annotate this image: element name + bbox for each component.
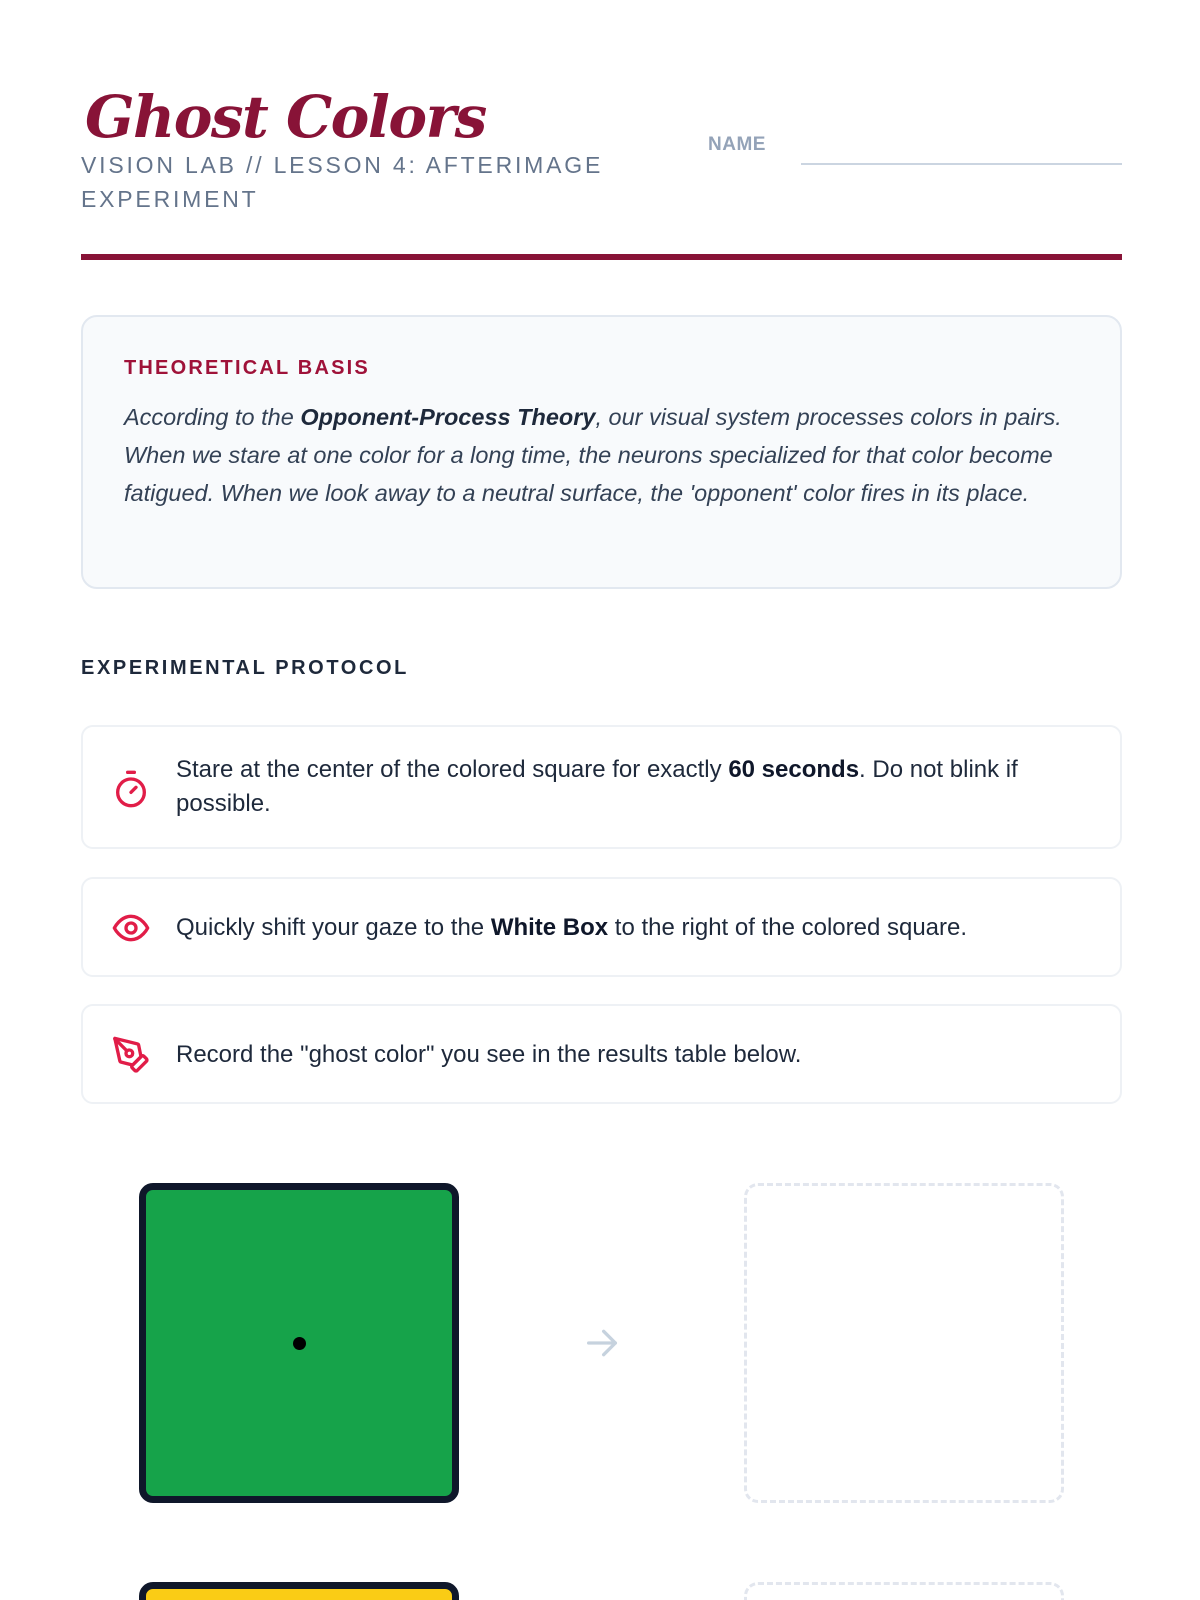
- eye-icon: [111, 908, 151, 948]
- step-1-text-after: . Do not blink if possible.: [176, 756, 1018, 817]
- step-1-text-before: Stare at the center of the colored square for exactly: [176, 756, 729, 783]
- step-2-text: [176, 911, 1080, 945]
- step-2-text-before: Quickly shift your gaze to the: [176, 914, 491, 941]
- name-field[interactable]: [801, 163, 1122, 165]
- theory-heading: THEORETICAL BASIS: [124, 357, 370, 379]
- color-square: [139, 1183, 459, 1503]
- pen-tool-icon: [111, 1035, 151, 1075]
- theory-box: [81, 315, 1122, 589]
- theory-text: [124, 398, 1080, 512]
- stopwatch-icon: [111, 769, 151, 809]
- step-2-text-bold: White Box: [490, 914, 609, 941]
- step-3-text: [176, 1038, 1080, 1072]
- name-label: NAME: [708, 134, 766, 155]
- protocol-step-3: [81, 1004, 1122, 1104]
- white-box: [744, 1582, 1064, 1600]
- theory-text-before: According to the: [124, 404, 301, 430]
- protocol-step-2: [81, 877, 1122, 977]
- header-divider: [81, 254, 1122, 260]
- page-title: Ghost Colors: [85, 83, 486, 151]
- theory-name: Opponent-Process Theory: [300, 404, 596, 430]
- white-box: [744, 1183, 1064, 1503]
- protocol-step-1: [81, 725, 1122, 849]
- arrow-right-icon: [582, 1323, 622, 1363]
- protocol-heading: EXPERIMENTAL PROTOCOL: [81, 657, 409, 679]
- step-3-text-before: Record the "ghost color" you see in the results table below.: [176, 1041, 802, 1068]
- theory-text-after: , our visual system processes colors in pairs. When we stare at one color for a long time, the neurons specialized for that color become fatigued. When we look away to a neutral surface, the 'opponent' color fires in its place.: [124, 404, 1062, 506]
- step-2-text-after: to the right of the colored square.: [608, 914, 968, 941]
- step-1-text-bold: 60 seconds: [728, 756, 860, 783]
- color-square: [139, 1582, 459, 1600]
- step-1-text: [176, 753, 1080, 821]
- fixation-dot: [293, 1337, 306, 1350]
- page-subtitle: VISION LAB // LESSON 4: AFTERIMAGE EXPERIMENT: [81, 152, 604, 212]
